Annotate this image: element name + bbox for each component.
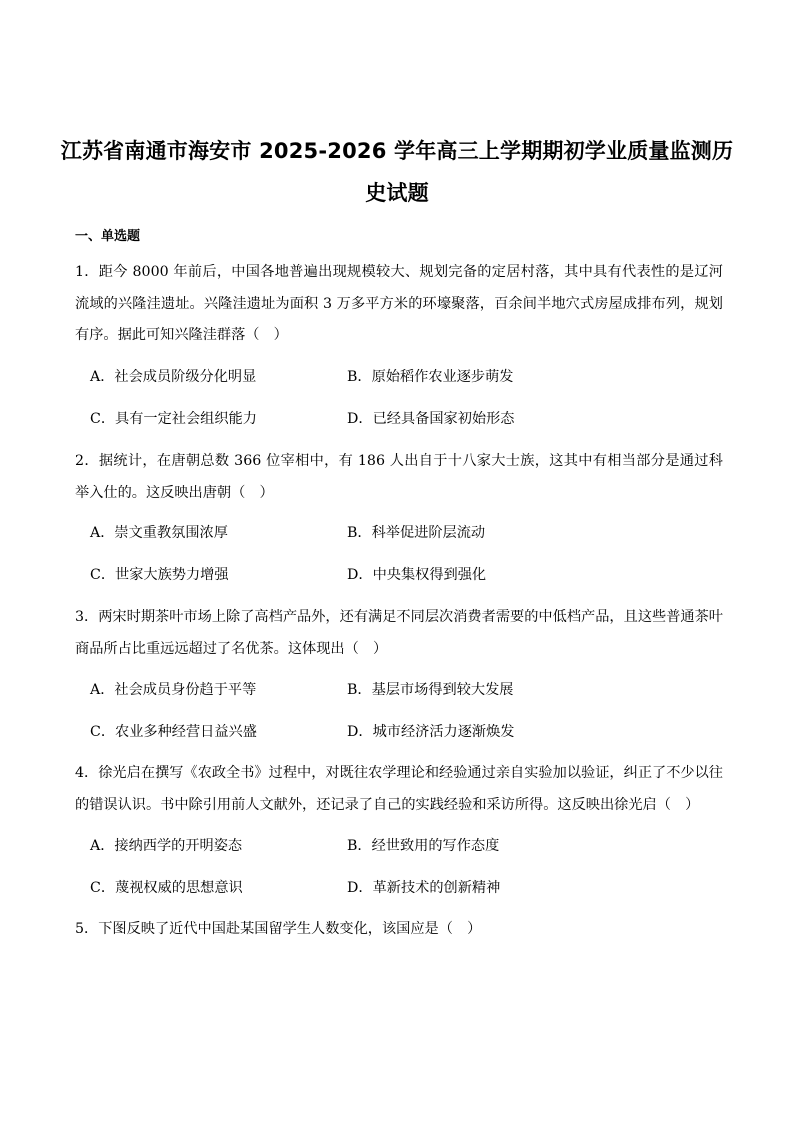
question-2-option-d: D．中央集权得到强化: [347, 567, 487, 583]
question-5-stem: 5．下图反映了近代中国赴某国留学生人数变化，该国应是（ ）: [75, 921, 482, 937]
question-2-option-c: C．世家大族势力增强: [90, 567, 229, 583]
question-1-stem: 1．距今 8000 年前后，中国各地普遍出现规模较大、规划完备的定居村落，其中具有代表性的是辽河流域的兴隆洼遗址。兴隆洼遗址为面积 3 万多平方米的环壕聚落，百余间半地穴式房屋成排布列，规划有序。据此可知兴隆洼群落（ ）: [75, 264, 723, 343]
question-3-stem: 3．两宋时期茶叶市场上除了高档产品外，还有满足不同层次消费者需要的中低档产品，且这些普通茶叶商品所占比重远远超过了名优茶。这体现出（ ）: [75, 609, 723, 657]
question-4-stem: 4．徐光启在撰写《农政全书》过程中，对既往农学理论和经验通过亲自实验加以验证，纠正了不少以往的错误认识。书中除引用前人文献外，还记录了自己的实践经验和采访所得。这反映出徐光启（ ）: [75, 765, 723, 813]
question-4-option-d: D．革新技术的创新精神: [347, 880, 501, 896]
question-1-option-d: D．已经具备国家初始形态: [347, 411, 515, 427]
question-3-option-c: C．农业多种经营日益兴盛: [90, 724, 257, 740]
question-1-option-a: A．社会成员阶级分化明显: [90, 369, 257, 385]
question-3-option-b: B．基层市场得到较大发展: [347, 682, 514, 698]
question-2-stem: 2．据统计，在唐朝总数 366 位宰相中，有 186 人出自于十八家大士族，这其中有相当部分是通过科举入仕的。这反映出唐朝（ ）: [75, 453, 723, 501]
section-heading: 一、单选题: [75, 229, 141, 244]
exam-title: 江苏省南通市海安市 2025-2026 学年高三上学期期初学业质量监测历史试题: [60, 139, 734, 205]
question-1-option-c: C．具有一定社会组织能力: [90, 411, 257, 427]
question-4-option-a: A．接纳西学的开明姿态: [90, 838, 243, 854]
question-4-option-b: B．经世致用的写作态度: [347, 838, 500, 854]
question-1-option-b: B．原始稻作农业逐步萌发: [347, 369, 514, 385]
question-2-option-b: B．科举促进阶层流动: [347, 525, 486, 541]
question-2-option-a: A．崇文重教氛围浓厚: [90, 525, 228, 541]
question-4-option-c: C．蔑视权威的思想意识: [90, 880, 243, 896]
question-3-option-a: A．社会成员身份趋于平等: [90, 682, 257, 698]
question-3-option-d: D．城市经济活力逐渐焕发: [347, 724, 515, 740]
